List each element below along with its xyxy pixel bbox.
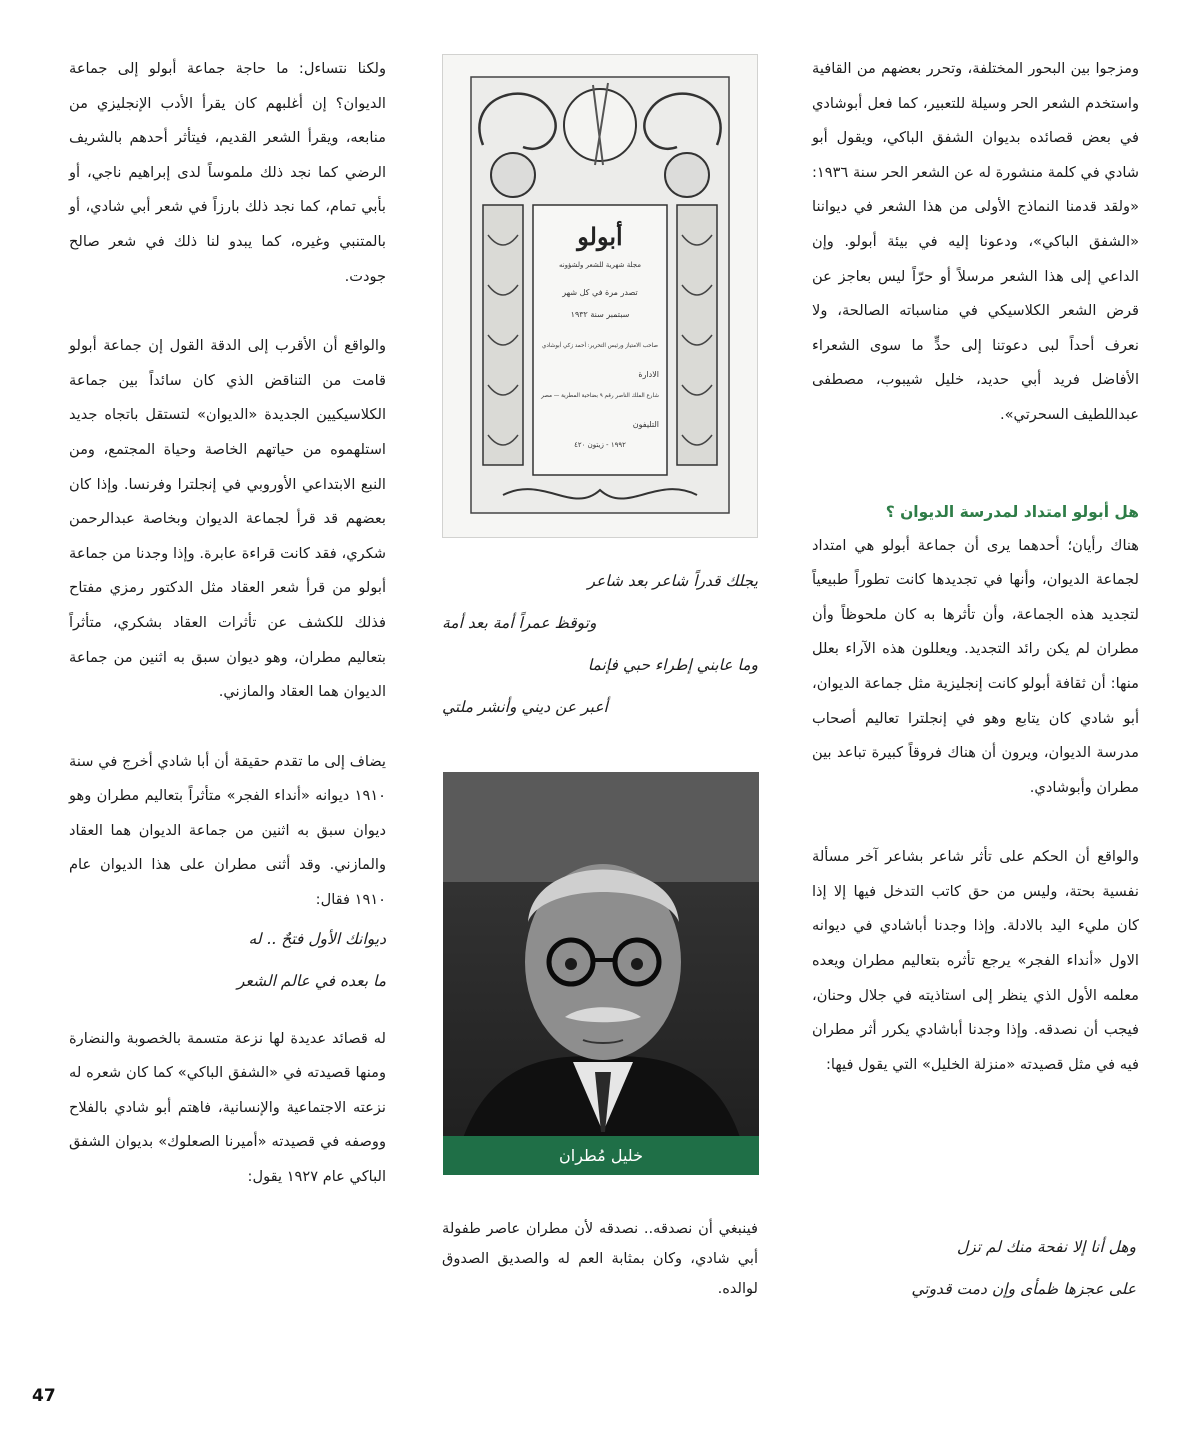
cover-address: شارع الملك الناصر رقم ٩ بضاحية المطرية — مصر	[541, 393, 659, 399]
cover-publisher: صاحب الامتياز ورئيس التحرير: أحمد زكي أبوشادي	[541, 343, 659, 349]
right-column	[812, 52, 1139, 1082]
cover-title: أبولو	[577, 222, 623, 251]
portrait-photo	[443, 772, 759, 1175]
cover-date: سبتمبر سنة ١٩٣٢	[570, 310, 630, 319]
verse-line: وما عابني إطراء حبي فإنما	[587, 656, 758, 674]
intro-paragraph: ومزجوا بين البحور المختلفة، وتحرر بعضهم من القافية واستخدم الشعر الحر وسيلة للتعبير، كما فعل أبوشادي في بعض قصائده بديوان الشفق الباكي، ويقول أبو شادي في كلمة منشورة له عن الشعر الحر سنة ١٩٣٦: «ولقد قدمنا النماذج الأولى من هذا الشعر في ديواننا «الشفق الباكي»، ودعونا إليه في بيئة أبولو. وإن الداعي إلى هذا الشعر مرسلاً أو حرّاً ليس بعاجز عن قرض الشعر الكلاسيكي في مناسباته الصالحة، ولا نعرف أحداً لبى دعوتنا إلى حدٍّ ما سوى الشعراء الأفاضل فريد أبي حديد، خليل شيبوب، مصطفى عبداللطيف السحرتي».	[812, 60, 1139, 423]
paragraph: ولكنا نتساءل: ما حاجة جماعة أبولو إلى جماعة الديوان؟ إن أغلبهم كان يقرأ الأدب الإنجليزي من منابعه، ويقرأ الشعر القديم، فيتأثر أحدهم بالشريف الرضي كما نجد ذلك ملموساً لدى إبراهيم ناجي، أو بأبي تمام، كما نجد ذلك بارزاً في شعر أبي شادي، أو بالمتنبي وغيره، كما يبدو لنا ذلك في شعر صالح جودت.	[69, 60, 386, 285]
verse-line: ديوانك الأول فتحٌ .. له	[248, 929, 386, 948]
cover-phone-label: التليفون	[632, 420, 659, 429]
section-heading: هل أبولو امتداد لمدرسة الديوان ؟	[885, 502, 1139, 521]
apollo-magazine-cover	[442, 54, 758, 538]
paragraph: فينبغي أن نصدقه.. نصدقه لأن مطران عاصر طفولة أبي شادي، وكان بمثابة العم له والصديق الصدوق لوالده.	[442, 1220, 758, 1297]
right-poem	[820, 1226, 1136, 1310]
verse-line: على عجزها ظمأى وإن دمت قدوتي	[911, 1280, 1136, 1298]
paragraph: هناك رأيان؛ أحدهما يرى أن جماعة أبولو هي امتداد لجماعة الديوان، وأنها في تجديدها كانت تطوراً طبيعياً لتجديد هذه الجماعة، وأن تأثرها به كان ملحوظاً وأن مطران لم يكن رائد التجديد. ويعللون هذه الآراء بعلل منها: أن ثقافة أبولو كانت إنجليزية مثل جماعة الديوان، أبو شادي كان يتابع وهو في إنجلترا تعاليم أصحاب مدرسة الديوان، ويرون أن هناك فروقاً كبيرة تباعد بين مطران وأبوشادي.	[812, 536, 1139, 796]
cover-phone: ١٩٩٢ - زيتون ٤٢٠	[574, 441, 626, 449]
verse-line: أعبر عن ديني وأنشر ملتي	[442, 698, 608, 716]
middle-poem	[442, 560, 758, 728]
verse-line: يجلك قدراً شاعر بعد شاعر	[587, 572, 758, 590]
left-column	[69, 52, 386, 1195]
paragraph: والواقع أن الأقرب إلى الدقة القول إن جماعة أبولو قامت من التناقض الذي كان سائداً بين جماعة الكلاسيكيين الجديدة «الديوان» لتستقل باتجاه جديد استلهموه من حياتهم الخاصة وحياة المجتمع، ومن النبع الابتداعي الأوروبي في إنجلترا وفرنسا. وإذا كان بعضهم قد قرأ لجماعة الديوان وبخاصة عبدالرحمن شكري، فقد كانت قراءة عابرة. وإذا وجدنا من جماعة أبولو من قرأ شعر العقاد مثل الدكتور رمزي مفتاح فذلك للكشف عن تأثرات العقاد بشكري، متأثراً بتعاليم مطران، وهو ديوان سبق به اثنين من جماعة الديوان هما العقاد والمازني.	[69, 337, 386, 701]
paragraph: والواقع أن الحكم على تأثر شاعر بشاعر آخر مسألة نفسية بحتة، وليس من حق كاتب التدخل فيها إلا إذا كان مليء اليد بالادلة. وإذا وجدنا أباشادي في ديوانه الاول «أنداء الفجر» يرجع تأثره بتعاليم مطران ويعده معلمه الأول الذي ينظر إلى استاذيته في جلال وحنان، فيجب أن نصدقه. وإذا وجدنا أباشادي يكرر أثر مطران فيه في مثل قصيدته «منزلة الخليل» التي يقول فيها:	[812, 848, 1139, 1073]
page-number: 47	[32, 1386, 56, 1406]
verse-line: وهل أنا إلا نفحة منك لم تزل	[956, 1238, 1136, 1256]
verse-line: ما بعده في عالم الشعر	[236, 971, 386, 990]
portrait-illustration	[443, 772, 759, 1175]
verse-line: وتوقظ عمراً أمة بعد أمة	[442, 614, 597, 632]
cover-address-label: الادارة	[638, 370, 659, 379]
cover-illustration	[443, 55, 757, 537]
paragraph: له قصائد عديدة لها نزعة متسمة بالخصوبة والنضارة ومنها قصيدته في «الشفق الباكي» كما كان شعره له نزعته الاجتماعية والإنسانية، فاهتم أبو شادي بالفلاح ووصفه في قصيدته «أميرنا الصعلوك» بديوان الشفق الباكي عام ١٩٢٧ يقول:	[69, 1029, 386, 1186]
cover-subtitle: مجلة شهرية للشعر ولشؤونه	[558, 261, 642, 269]
paragraph: يضاف إلى ما تقدم حقيقة أن أبا شادي أخرج في سنة ١٩١٠ ديوانه «أنداء الفجر» متأثراً بتعاليم مطران وهو ديوان سبق به اثنين من جماعة الديوان هما العقاد والمازني. وقد أثنى مطران على هذا الديوان عام ١٩١٠ فقال:	[69, 752, 386, 909]
middle-closing	[442, 1214, 758, 1304]
photo-caption: خليل مُطران	[443, 1136, 759, 1175]
cover-issued: تصدر مرة في كل شهر	[562, 288, 638, 297]
